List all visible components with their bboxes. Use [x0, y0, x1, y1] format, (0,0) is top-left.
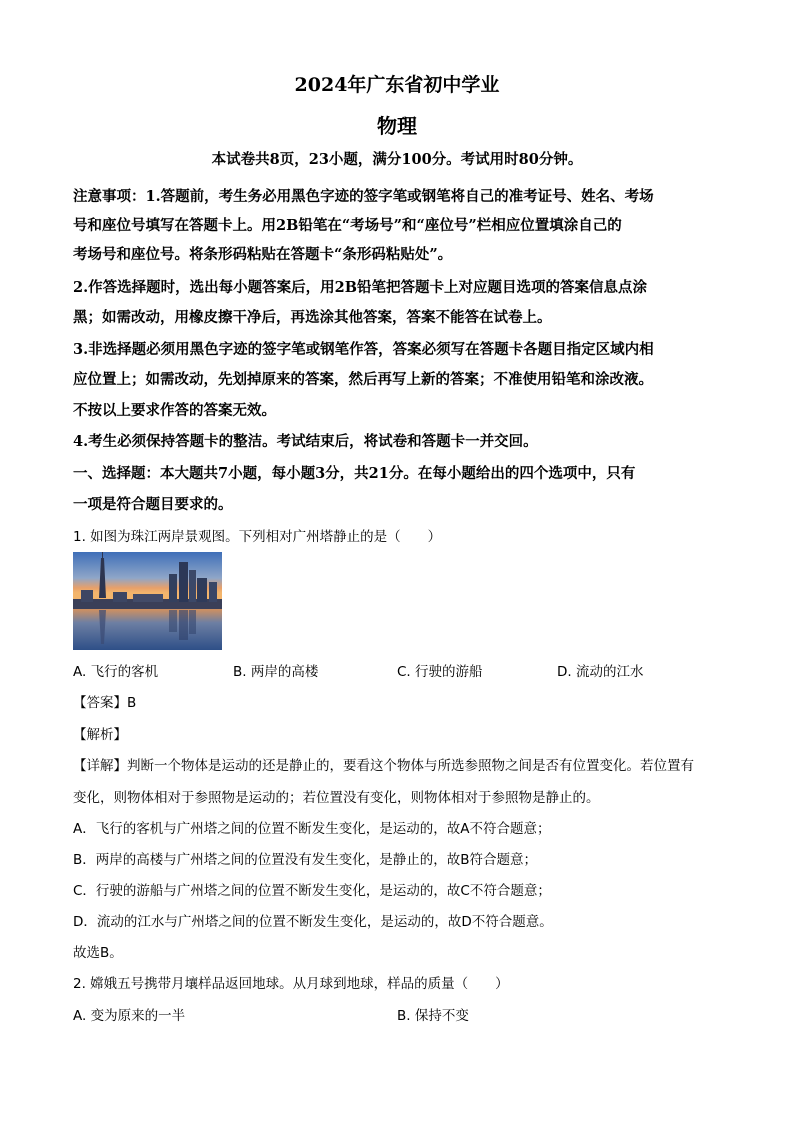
section-heading-line-2: 一项是符合题目要求的。 [73, 496, 233, 513]
q1-option-a: A. 飞行的客机 [73, 664, 159, 680]
q1-conclusion: 故选B。 [73, 945, 123, 961]
q1-explain-c: C．行驶的游船与广州塔之间的位置不断发生变化，是运动的，故C不符合题意； [73, 883, 551, 899]
notes-line-5: 黑；如需改动，用橡皮擦干净后，再选涂其他答案，答案不能答在试卷上。 [73, 309, 552, 326]
question-2-stem: 2. 嫦娥五号携带月壤样品返回地球。从月球到地球，样品的质量（ ） [73, 976, 509, 992]
q1-explain-d: D．流动的江水与广州塔之间的位置不断发生变化，是运动的，故D不符合题意。 [73, 914, 553, 930]
q2-option-b: B. 保持不变 [397, 1008, 469, 1024]
q2-option-a: A. 变为原来的一半 [73, 1008, 186, 1024]
question-1-stem: 1. 如图为珠江两岸景观图。下列相对广州塔静止的是（ ） [73, 529, 442, 545]
notes-line-7: 应位置上；如需改动，先划掉原来的答案，然后再写上新的答案；不准使用铅笔和涂改液。 [73, 371, 653, 388]
subject-title: 物理 [377, 114, 417, 138]
q1-explain-b: B．两岸的高楼与广州塔之间的位置没有发生变化，是静止的，故B符合题意； [73, 852, 538, 868]
notes-line-2: 号和座位号填写在答题卡上。用2B铅笔在“考场号”和“座位号”栏相应位置填涂自己的 [73, 217, 622, 234]
q1-option-d: D. 流动的江水 [557, 664, 644, 680]
exam-info: 本试卷共8页，23小题，满分100分。考试用时80分钟。 [211, 151, 583, 168]
q1-option-c: C. 行驶的游船 [397, 664, 483, 680]
pearl-river-photo [73, 552, 222, 650]
notes-line-8: 不按以上要求作答的答案无效。 [73, 402, 276, 419]
q1-analysis-label: 【解析】 [73, 727, 127, 743]
notes-line-4: 2.作答选择题时，选出每小题答案后，用2B铅笔把答题卡上对应题目选项的答案信息点涂 [73, 279, 647, 296]
q1-detail-line-1: 【详解】判断一个物体是运动的还是静止的，要看这个物体与所选参照物之间是否有位置变化。若位置有 [73, 758, 694, 774]
q1-answer: 【答案】B [73, 695, 137, 711]
q1-explain-a: A．飞行的客机与广州塔之间的位置不断发生变化，是运动的，故A不符合题意； [73, 821, 551, 837]
exam-title: 2024年广东省初中学业 [294, 74, 500, 96]
canton-tower-skyline-image [73, 552, 222, 650]
notes-line-9: 4.考生必须保持答题卡的整洁。考试结束后，将试卷和答题卡一并交回。 [73, 433, 538, 450]
section-heading-line-1: 一、选择题：本大题共7小题，每小题3分，共21分。在每小题给出的四个选项中，只有 [73, 465, 636, 482]
notes-line-1: 注意事项：1.答题前，考生务必用黑色字迹的签字笔或钢笔将自己的准考证号、姓名、考场 [73, 188, 654, 205]
q1-detail-line-2: 变化，则物体相对于参照物是运动的；若位置没有变化，则物体相对于参照物是静止的。 [73, 790, 600, 806]
notes-line-3: 考场号和座位号。将条形码粘贴在答题卡“条形码粘贴处”。 [73, 246, 453, 263]
q1-option-b: B. 两岸的高楼 [233, 664, 319, 680]
notes-line-6: 3.非选择题必须用黑色字迹的签字笔或钢笔作答，答案必须写在答题卡各题目指定区域内相 [73, 341, 654, 358]
